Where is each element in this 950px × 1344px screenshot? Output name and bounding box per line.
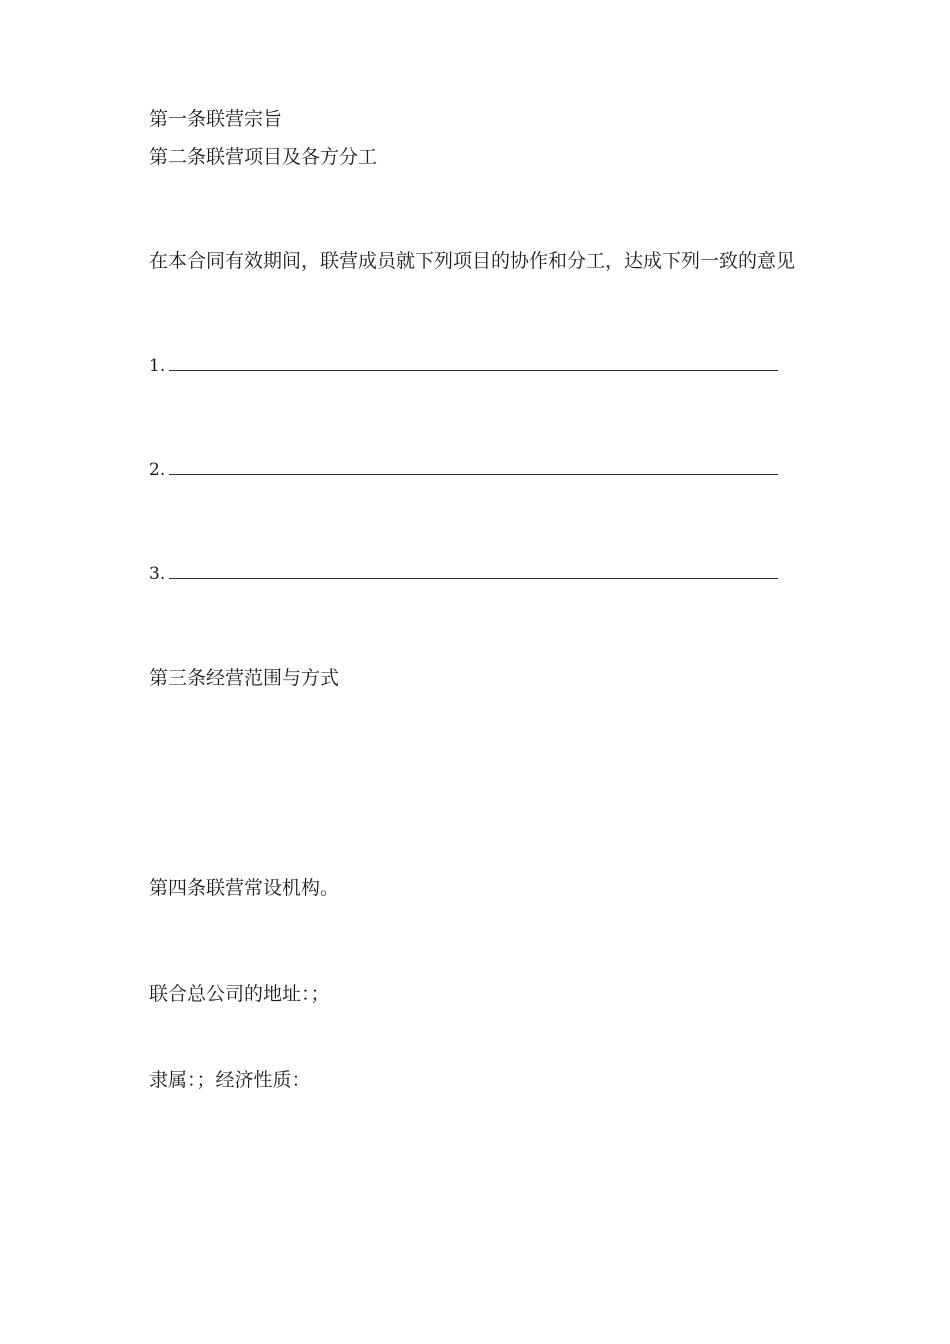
list-item-number: 3. [149, 564, 166, 584]
list-item-2 [149, 459, 169, 481]
fill-in-blank-line [169, 578, 778, 579]
fill-in-blank-line [169, 370, 778, 371]
fill-in-blank-line [169, 474, 778, 475]
list-item-1 [149, 355, 169, 377]
article-4-heading: 第四条联营常设机构。 [149, 877, 340, 899]
article-2-heading: 第二条联营项目及各方分工 [149, 146, 378, 168]
list-item-3 [149, 563, 169, 585]
article-3-heading: 第三条经营范围与方式 [149, 667, 340, 689]
address-line: 联合总公司的地址：； [149, 983, 330, 1005]
list-item-number: 1. [149, 356, 166, 376]
article-1-heading: 第一条联营宗旨 [149, 108, 283, 130]
list-item-number: 2. [149, 460, 166, 480]
article-2-intro: 在本合同有效期间，联营成员就下列项目的协作和分工，达成下列一致的意见 [149, 250, 796, 272]
affiliation-line: 隶属：；经济性质： [149, 1069, 311, 1091]
